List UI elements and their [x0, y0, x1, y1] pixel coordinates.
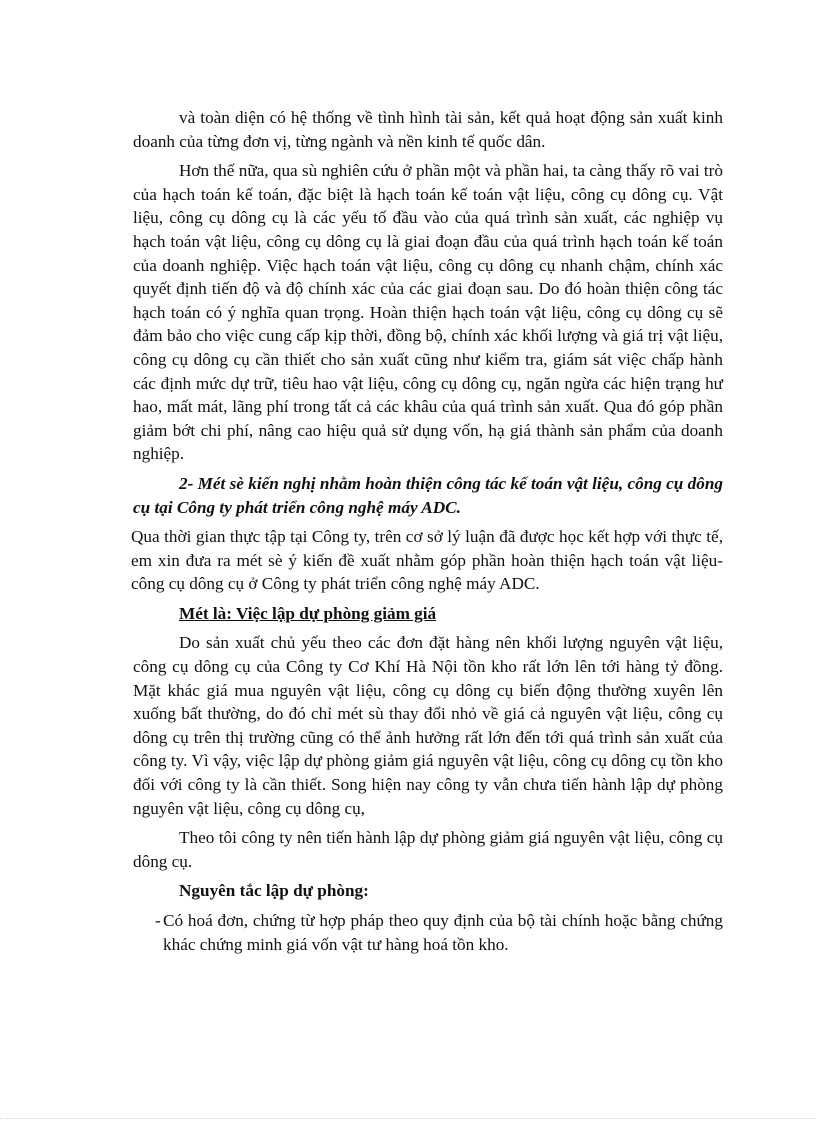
bullet-dash: -	[155, 911, 161, 930]
paragraph-inventory-provision: Do sản xuất chủ yếu theo các đơn đặt hàng nên khối lượng nguyên vật liệu, công cụ dông cụ của Công ty Cơ Khí Hà Nội tồn kho rất lớn lên tới hàng tỷ đồng. Mặt khác giá mua nguyên vật liệu, công cụ dông cụ biến động thường xuyên lên xuống bất thường, do đó chỉ mét sù thay đổi nhỏ về giá cả nguyên vật liệu, công cụ dông cụ trên thị trường cũng có thể ảnh hưởng rất lớn đến tới quá trình sản xuất của công ty. Vì vậy, việc lập dự phòng giảm giá nguyên vật liệu, công cụ dông cụ tồn kho đối với công ty là cần thiết. Song hiện nay công ty vẫn chưa tiến hành lập dự phòng nguyên vật liệu, công cụ dông cụ,	[133, 633, 723, 818]
section-heading-2: 2- Mét sè kiến nghị nhằm hoàn thiện công tác kế toán vật liệu, công cụ dông cụ tại Công ty phát triển công nghệ máy ADC.	[133, 473, 723, 517]
paragraph-recommendation: Theo tôi công ty nên tiến hành lập dự phòng giảm giá nguyên vật liệu, công cụ dông cụ.	[133, 828, 723, 871]
subheading-principles: Nguyên tắc lập dự phòng:	[179, 881, 369, 901]
document-body	[133, 106, 723, 956]
paragraph-internship-proposal: Qua thời gian thực tập tại Công ty, trên cơ sở lý luận đã được học kết hợp với thực tế, em xin đưa ra mét sè ý kiến đề xuất nhằm góp phần hoàn thiện hạch toán vật liệu- công cụ dông cụ ở Công ty phát triển công nghệ máy ADC.	[131, 527, 723, 594]
paragraph-role-of-accounting: Hơn thế nữa, qua sù nghiên cứu ở phần một và phần hai, ta càng thấy rõ vai trò của hạch toán kế toán, đặc biệt là hạch toán kế toán vật liệu, công cụ dông cụ. Vật liệu, công cụ dông cụ là các yếu tố đầu vào của quá trình sản xuất, các nghiệp vụ hạch toán vật liệu, công cụ dông cụ là giai đoạn đầu của quá trình hạch toán kế toán của doanh nghiệp. Việc hạch toán vật liệu, công cụ dông cụ nhanh chậm, chính xác quyết định tiến độ và độ chính xác của các giai đoạn sau. Do đó hoàn thiện công tác hạch toán có ý nghĩa quan trọng. Hoàn thiện hạch toán vật liệu, công cụ dông cụ sẽ đảm bảo cho việc cung cấp kịp thời, đồng bộ, chính xác khối lượng và giá trị vật liệu, công cụ dông cụ cần thiết cho sản xuất cũng như kiểm tra, giám sát việc chấp hành các định mức dự trữ, tiêu hao vật liệu, công cụ dông cụ, ngăn ngừa các hiện trạng hư hao, mất mát, lãng phí trong tất cả các khâu của quá trình sản xuất. Qua đó góp phần giảm bớt chi phí, nâng cao hiệu quả sử dụng vốn, hạ giá thành sản phẩm của doanh nghiệp.	[133, 161, 723, 464]
bullet-text: Có hoá đơn, chứng từ hợp pháp theo quy định của bộ tài chính hoặc bằng chứng khác chứng minh giá vốn vật tư hàng hoá tồn kho.	[163, 911, 723, 954]
page-bottom-border	[0, 1118, 816, 1119]
bullet-item	[133, 909, 723, 956]
paragraph-intro-continuation: và toàn diện có hệ thống về tình hình tài sản, kết quả hoạt động sản xuất kinh doanh của từng đơn vị, từng ngành và nền kinh tế quốc dân.	[133, 108, 723, 151]
subheading-provision: Mét là: Việc lập dự phòng giảm giá	[179, 603, 437, 623]
